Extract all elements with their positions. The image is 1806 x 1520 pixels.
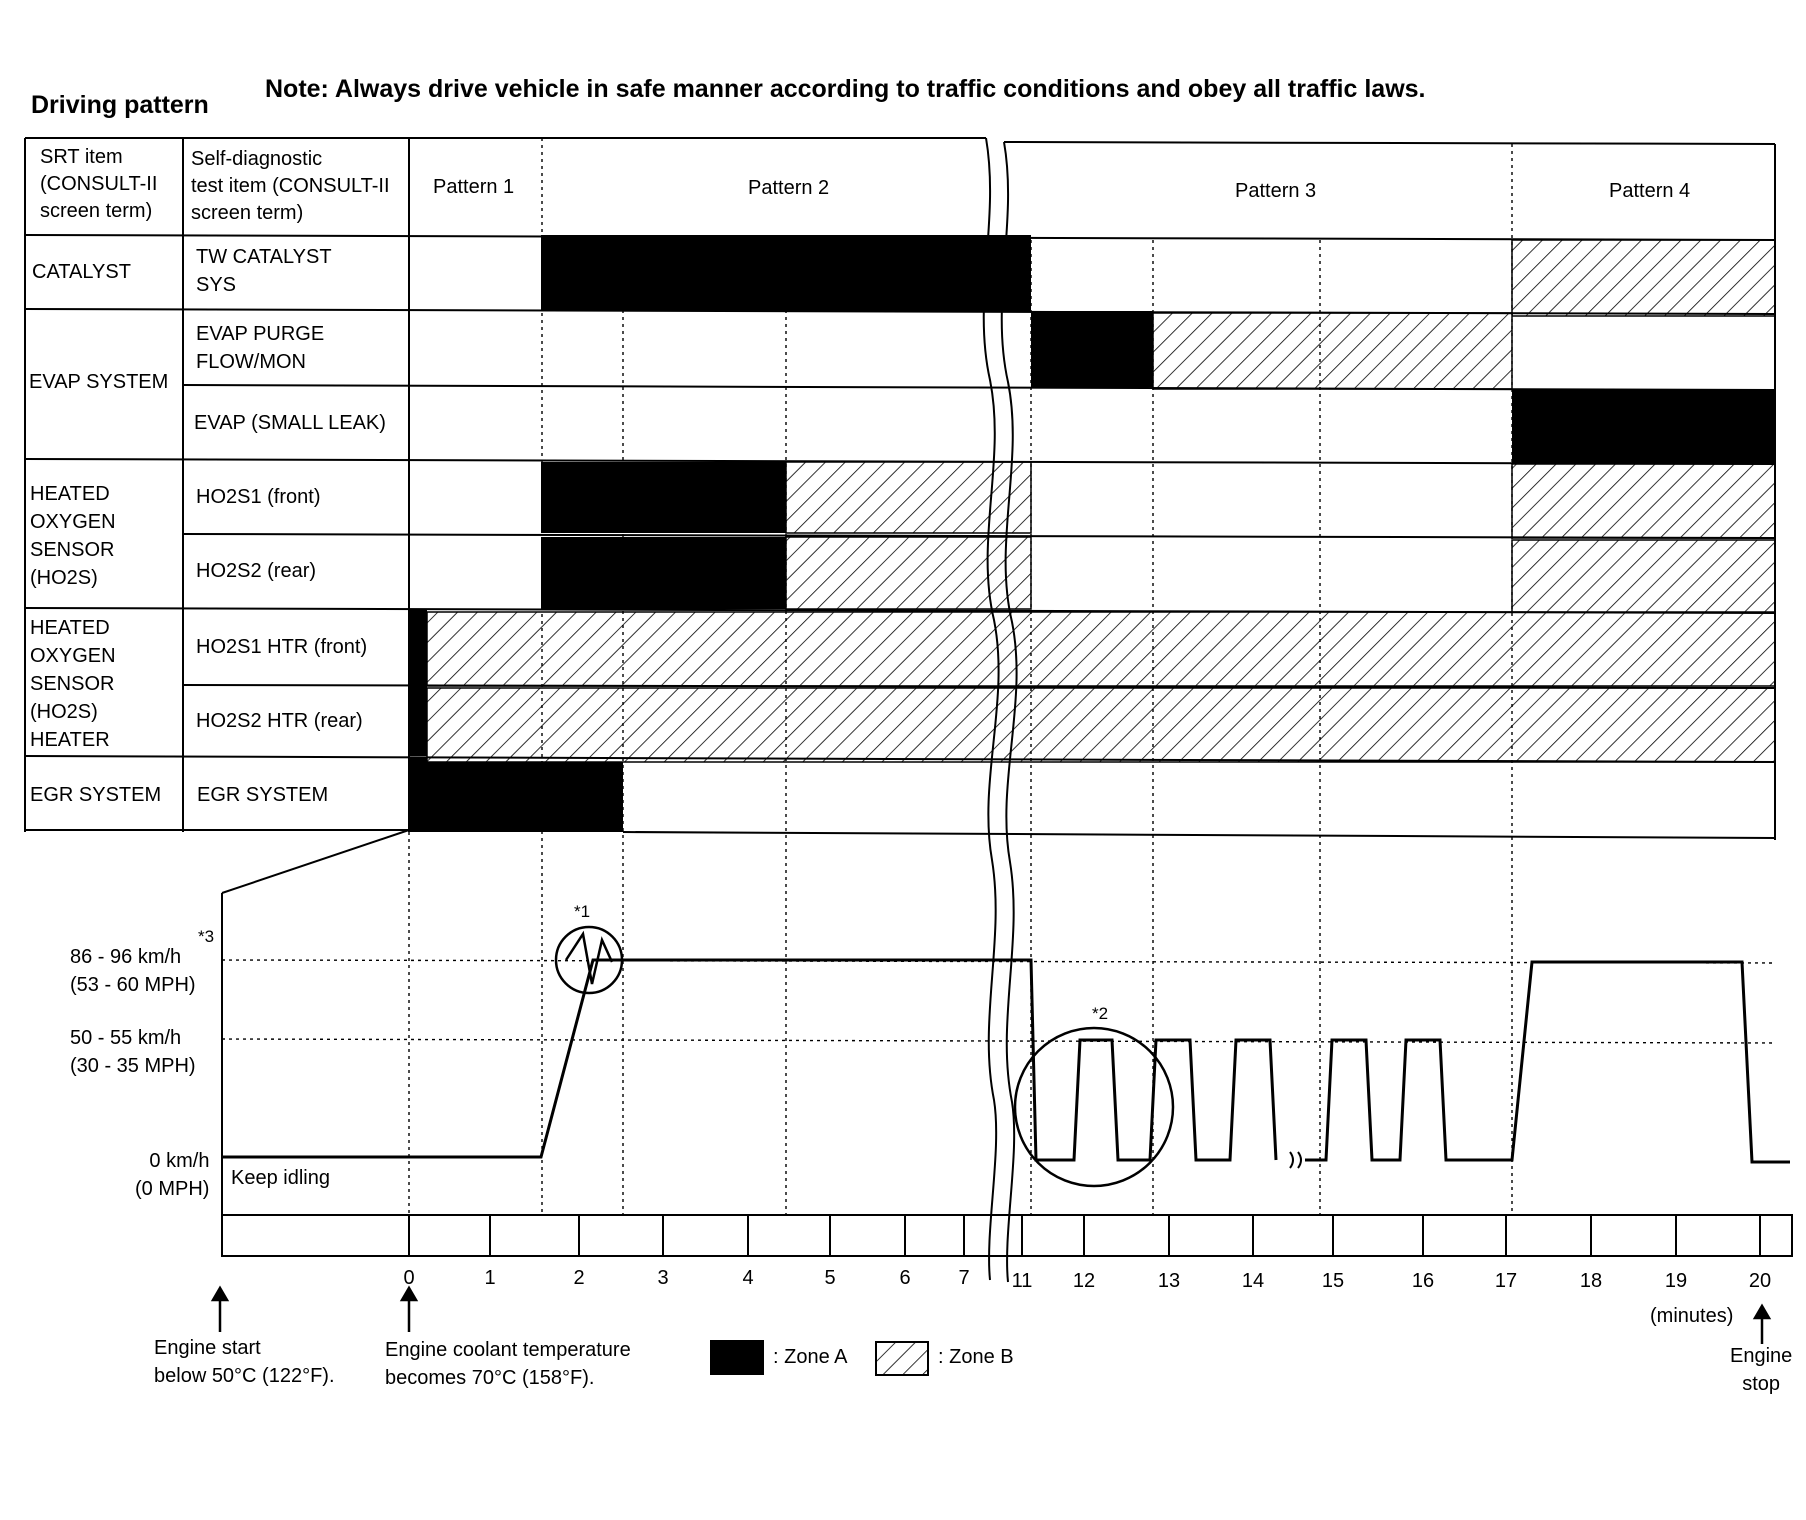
item-ho2s1-front: HO2S1 (front) (196, 486, 321, 508)
pattern-2-header: Pattern 2 (748, 177, 830, 199)
self-diag-header: Self-diagnostic test item (CONSULT-II screen term) (191, 148, 390, 224)
time-tick-18: 18 (1579, 1270, 1603, 1292)
group-evap: EVAP SYSTEM (29, 371, 169, 393)
zone-b-ho2s2 (786, 537, 1031, 609)
time-tick-16: 16 (1411, 1270, 1435, 1292)
minutes-label: (minutes) (1650, 1305, 1734, 1327)
time-tick-0: 0 (403, 1267, 415, 1289)
zone-a-swatch (710, 1340, 764, 1375)
time-tick-3: 3 (657, 1267, 669, 1289)
zone-a-ho2s1-htr (409, 610, 427, 686)
zone-a-catalyst (541, 235, 1031, 311)
speed-label-mid: 50 - 55 km/h (30 - 35 MPH) (70, 1027, 196, 1077)
time-tick-11: 11 (1011, 1270, 1033, 1292)
zone-b-ho2s2-htr (427, 688, 1775, 762)
group-catalyst: CATALYST (32, 261, 131, 283)
time-tick-7: 7 (958, 1267, 970, 1289)
zone-a-ho2s1 (541, 462, 786, 533)
zone-b-ho2s2-p4 (1512, 540, 1775, 614)
item-tw-catalyst: TW CATALYST SYS (196, 246, 332, 296)
zone-a-label: : Zone A (773, 1346, 848, 1368)
marker-1: *1 (574, 902, 591, 921)
time-tick-5: 5 (824, 1267, 836, 1289)
item-ho2s2-rear: HO2S2 (rear) (196, 560, 317, 582)
item-ho2s2-htr: HO2S2 HTR (rear) (196, 710, 363, 732)
pattern-3-header: Pattern 3 (1235, 180, 1317, 202)
keep-idling-label: Keep idling (231, 1167, 330, 1189)
item-egr-system: EGR SYSTEM (197, 784, 329, 806)
pattern-1-header: Pattern 1 (433, 176, 515, 198)
group-egr: EGR SYSTEM (30, 784, 162, 806)
zone-a-evap-purge (1031, 311, 1153, 387)
time-tick-19: 19 (1664, 1270, 1688, 1292)
group-ho2s-heater: HEATED OXYGEN SENSOR (HO2S) HEATER (30, 617, 116, 751)
engine-start-note: Engine start below 50°C (122°F). (154, 1337, 335, 1387)
zone-b-label: : Zone B (938, 1346, 1014, 1368)
marker-2: *2 (1092, 1004, 1109, 1023)
zone-b-ho2s1 (786, 462, 1031, 533)
speed-profile (222, 960, 1790, 1168)
diagram-title: Driving pattern (31, 91, 209, 119)
time-tick-4: 4 (742, 1267, 754, 1289)
coolant-note: Engine coolant temperature becomes 70°C (158°F). (385, 1339, 631, 1389)
time-tick-20: 20 (1748, 1270, 1772, 1292)
time-tick-6: 6 (899, 1267, 911, 1289)
srt-item-header: SRT item (CONSULT-II screen term) (40, 146, 158, 222)
pattern-4-header: Pattern 4 (1609, 180, 1691, 202)
zone-b-ho2s1-htr (427, 612, 1775, 686)
engine-stop-note: Engine stop (1730, 1345, 1793, 1395)
item-ho2s1-htr: HO2S1 HTR (front) (196, 636, 368, 658)
speed-label-high: 86 - 96 km/h (53 - 60 MPH) (70, 946, 196, 996)
marker-3: *3 (198, 927, 215, 946)
safety-note: Note: Always drive vehicle in safe manner according to traffic conditions and obey all traffic laws. (265, 75, 1426, 103)
time-tick-15: 15 (1321, 1270, 1345, 1292)
zone-b-catalyst (1512, 240, 1775, 316)
zone-a-ho2s2-htr (409, 686, 427, 756)
time-tick-2: 2 (573, 1267, 585, 1289)
zone-a-ho2s2 (541, 537, 786, 609)
time-tick-14: 14 (1241, 1270, 1265, 1292)
item-evap-small-leak: EVAP (SMALL LEAK) (194, 412, 386, 434)
zone-a-evap-leak (1512, 390, 1775, 464)
time-tick-13: 13 (1157, 1270, 1181, 1292)
time-axis-ticks (409, 1215, 1760, 1256)
zone-a-egr (409, 757, 623, 832)
zone-b-evap-purge (1153, 313, 1512, 389)
zone-b-swatch (876, 1342, 928, 1375)
group-ho2s: HEATED OXYGEN SENSOR (HO2S) (30, 483, 116, 589)
zone-b-ho2s1-p4 (1512, 464, 1775, 538)
speed-label-zero: 0 km/h (0 MPH) (135, 1150, 210, 1200)
item-evap-purge: EVAP PURGE FLOW/MON (196, 323, 325, 373)
time-tick-1: 1 (484, 1267, 496, 1289)
time-tick-12: 12 (1072, 1270, 1096, 1292)
time-tick-17: 17 (1494, 1270, 1518, 1292)
